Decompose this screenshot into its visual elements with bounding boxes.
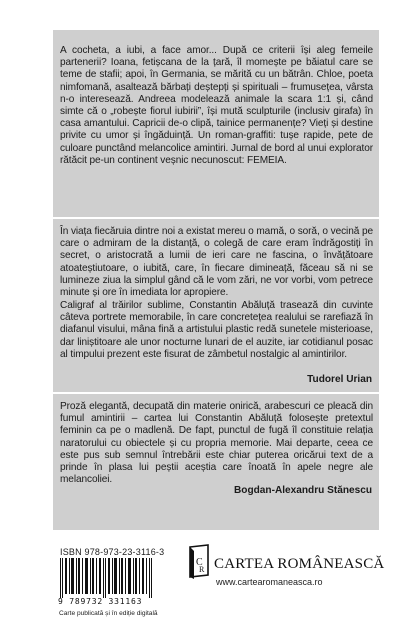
digital-edition-note: Carte publicată și în ediție digitală: [59, 610, 158, 617]
review-author-2: Bogdan-Alexandru Stănescu: [234, 485, 372, 496]
blurb-paragraph-1: [60, 45, 373, 167]
panel-divider: [53, 217, 379, 219]
svg-text:R: R: [199, 565, 205, 574]
review-paragraph-2: [60, 300, 373, 361]
review-text: Caligraf al trăirilor sublime, Constantin Abăluță trasează din cuvinte câteva portrete memorabile, în care concretețea realului se rarefiază în diafanul visului, mâna fină a artistului plastic redă sunetele misterioase, dar liniștitoare ale unor nocturne lunari de el auzite, iar cotidianul posac al timpului prezent este fisurat de zâmbetul nostalgic al amintirilor.: [60, 300, 373, 360]
review-author-1: Tudorel Urian: [307, 374, 372, 385]
isbn-label: ISBN 978-973-23-3116-3: [60, 547, 165, 557]
barcode-icon: [58, 558, 154, 598]
svg-text:C: C: [196, 557, 203, 568]
publisher-name: CARTEA ROMÂNEASCĂ: [214, 556, 385, 572]
review-paragraph-3: [60, 401, 373, 486]
review-text: Proză elegantă, decupată din materie onirică, arabescuri ce pleacă din fumul amintirii – cartea lui Constantin Abăluță folosește pretextul feminin ca pe o madlenă. De fapt, punctul de fugă îl constituie relația naratorului cu obiectele și cu propria memorie. Mai departe, ceea ce este pus sub semnul întrebării este chiar puterea oricărui text de a prinde în plasa lui peștii aceștia care înoată în apele negre ale melancoliei.: [60, 401, 373, 486]
blurb-text: A cocheta, a iubi, a face amor... După ce criterii își aleg femeile partenerii? Ioana, fetișcana de la țară, îl momește pe băiatul care se teme de stafii; apoi, în Germania, se mărită cu un bătrân. Chloe, poeta nimfomană, asaltează bărbați deștepți și spirituali – frumusețea, vârsta n-o interesează. Andreea modelează animale la scara 1:1 și, când simte că o „robește fiorul iubirii”, își mută sculpturile (inclusiv girafa) în casa amantului. Capricii de-o clipă, tainice permanențe? Vieți și destine privite cu umor și îngăduință. Un roman-graffiti: tușe rapide, pete de culoare punctând melancolice amintiri. Jurnal de bord al unui explorator rătăcit pe-un continent veșnic necunoscut: FEMEIA.: [60, 45, 373, 166]
panel-divider: [53, 392, 379, 394]
review-text: În viața fiecăruia dintre noi a existat mereu o mamă, o soră, o vecină pe care o admiram de la distanță, o colegă de care eram îndrăgostiți în secret, o aristocrată a lumii de ieri care ne fascina, o învățătoare atoateștiutoare, o iubită, care, în fiecare dimineață, făceau să ni se lumineze ziua la simplul gând că le vom zări, ne vor vorbi, vom petrece minute și ore în imediata lor apropiere.: [60, 226, 373, 299]
barcode-number: 9 789732 331163: [58, 597, 143, 606]
publisher-url[interactable]: www.cartearomaneasca.ro: [216, 577, 323, 587]
review-paragraph-1: [60, 226, 373, 299]
cr-book-logo-icon: [186, 543, 212, 579]
